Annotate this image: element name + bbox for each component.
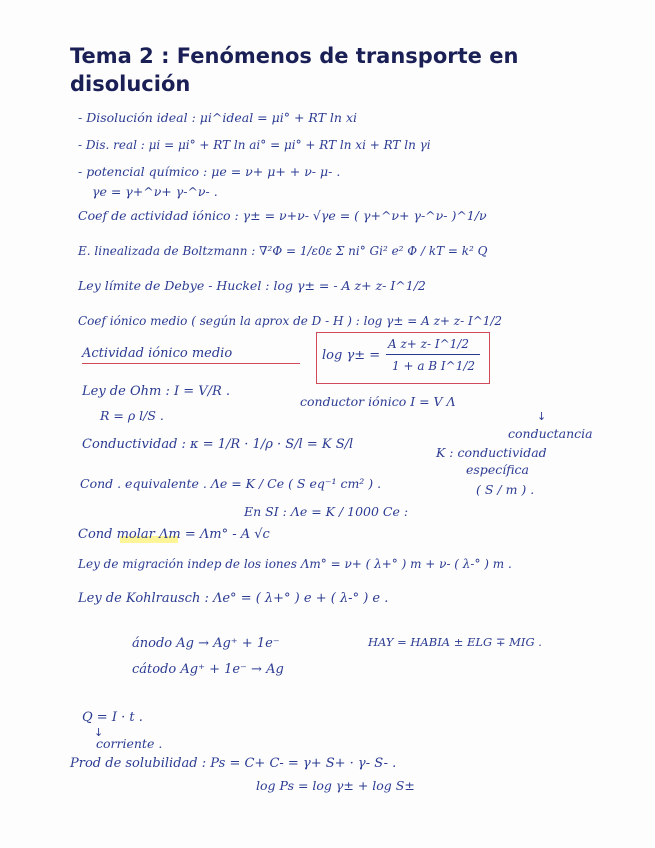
note-current: corriente . xyxy=(96,736,163,751)
box-lhs: log γ± = xyxy=(322,348,381,363)
note-chemical-potential: - potencial químico : μe = ν+ μ+ + ν- μ- . xyxy=(78,164,341,179)
note-real-solution: - Dis. real : μi = μi° + RT ln ai° = μi° + RT ln xi + RT ln γi xyxy=(78,138,431,152)
arrow-down-icon-2: ↓ xyxy=(94,726,104,739)
note-ideal-solution: - Disolución ideal : μi^ideal = μi° + RT ln xi xyxy=(78,110,357,125)
note-resistance: R = ρ l/S . xyxy=(100,408,164,423)
note-ohm-law: Ley de Ohm : I = V/R . xyxy=(82,384,231,399)
note-gamma-e: γe = γ+^ν+ γ-^ν- . xyxy=(92,184,218,199)
note-si-equivalent: En SI : Λe = K / 1000 Ce : xyxy=(244,504,409,519)
red-underline xyxy=(82,363,300,364)
note-independent-migration: Ley de migración indep de los iones Λm° = ν+ ( λ+° ) m + ν- ( λ-° ) m . xyxy=(78,557,512,571)
note-anode: ánodo Ag → Ag⁺ + 1e⁻ xyxy=(132,636,280,651)
note-specific-label: específica xyxy=(466,462,530,477)
note-charge: Q = I · t . xyxy=(82,710,143,725)
note-kohlrausch: Ley de Kohlrausch : Λe° = ( λ+° ) e + ( λ-° ) e . xyxy=(78,591,389,606)
note-si-units: ( S / m ) . xyxy=(476,482,535,497)
note-ionic-activity-coef: Coef de actividad iónico : γ± = ν+ν- √γe = ( γ+^ν+ γ-^ν- )^1/ν xyxy=(78,208,487,223)
note-conductance: conductancia xyxy=(508,426,593,441)
note-mean-ionic-activity-label: Actividad iónico medio xyxy=(82,346,233,361)
note-hay-habia: HAY = HABIA ± ELG ∓ MIG . xyxy=(368,635,542,649)
page-title-line1: Tema 2 : Fenómenos de transporte en xyxy=(70,44,519,68)
note-molar-conductivity: Cond molar Λm = Λm° - A √c xyxy=(78,527,270,542)
note-equivalent-conductivity: Cond . equivalente . Λe = K / Ce ( S eq⁻¹ cm² ) . xyxy=(80,476,382,491)
note-conductivity: Conductividad : κ = 1/R · 1/ρ · S/l = K S/l xyxy=(82,437,354,452)
page-title-line2: disolución xyxy=(70,72,191,96)
box-denominator: 1 + a B I^1/2 xyxy=(392,359,476,373)
note-debye-huckel-limit: Ley límite de Debye - Huckel : log γ± = - A z+ z- I^1/2 xyxy=(78,278,426,293)
arrow-down-icon: ↓ xyxy=(537,410,547,423)
note-boltzmann: E. linealizada de Boltzmann : ∇²Φ = 1/ε0ε Σ ni° Gi² e² Φ / kT = k² Q xyxy=(78,244,488,258)
note-log-solubility: log Ps = log γ± + log S± xyxy=(256,778,415,793)
note-specific-conductivity: K : conductividad xyxy=(436,445,547,460)
box-fraction-bar xyxy=(386,354,480,355)
note-cathode: cátodo Ag⁺ + 1e⁻ → Ag xyxy=(132,662,284,677)
note-ionic-conductor: conductor iónico I = V Λ xyxy=(300,394,456,409)
note-mean-ionic-coef: Coef iónico medio ( según la aprox de D - H ) : log γ± = A z+ z- I^1/2 xyxy=(78,314,503,328)
box-numerator: A z+ z- I^1/2 xyxy=(388,337,469,351)
note-solubility-product: Prod de solubilidad : Ps = C+ C- = γ+ S+ · γ- S- . xyxy=(70,756,397,771)
